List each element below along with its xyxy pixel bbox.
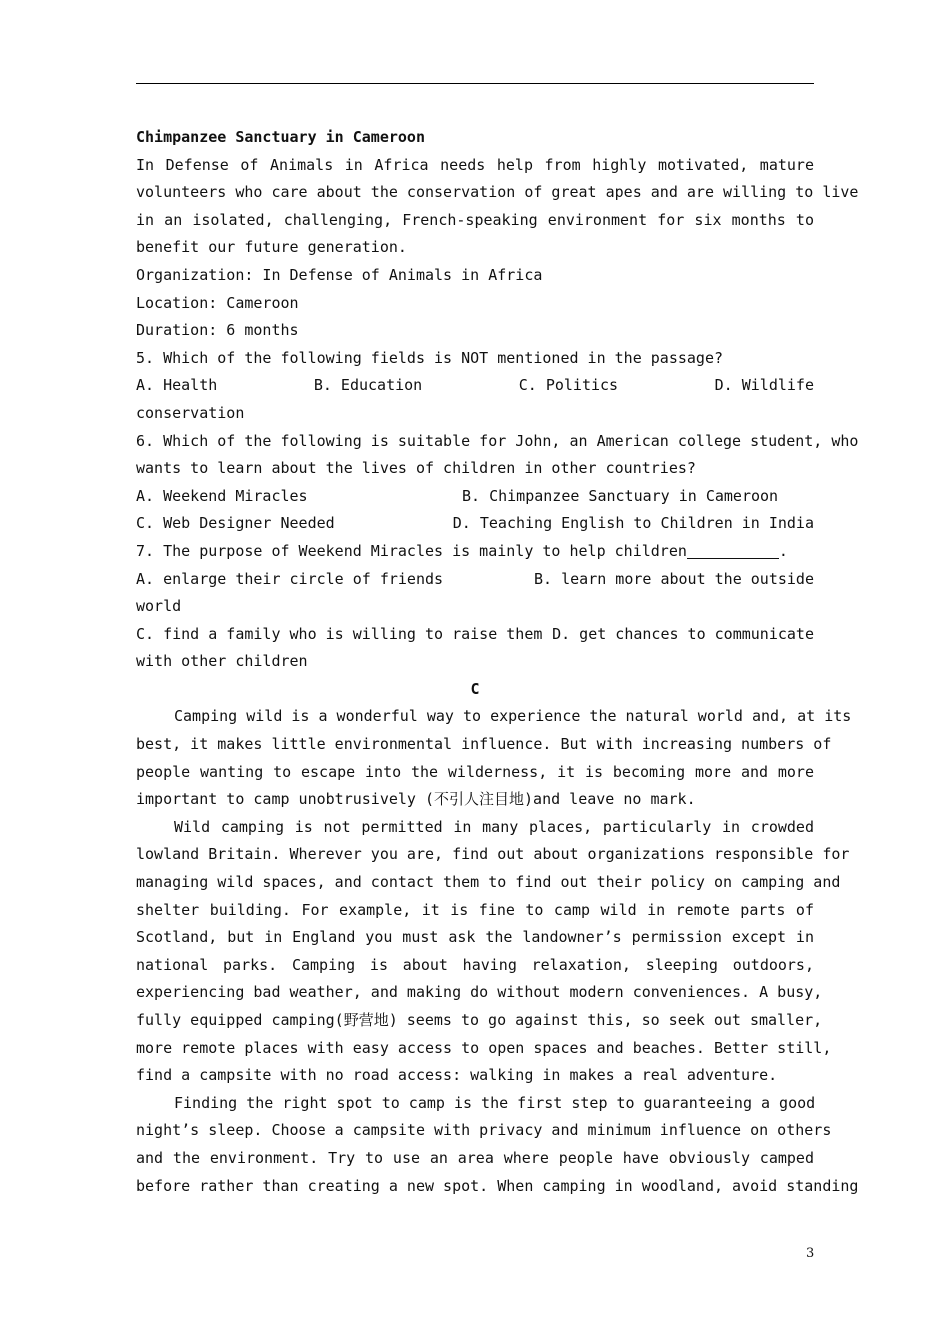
para-line: night’s sleep. Choose a campsite with privacy and minimum influence on others [136, 1121, 832, 1140]
para-line: Scotland, but in England you must ask the landowner’s permission except in [136, 928, 814, 947]
organization-line: Organization: In Defense of Animals in Africa [136, 265, 543, 284]
option-a: A. Health [136, 376, 218, 395]
question-6-options-ab [136, 483, 814, 511]
option-c: C. Politics [518, 376, 619, 395]
para-line: Camping wild is a wonderful way to experience the natural world and, at its [174, 707, 852, 726]
question-7-stem: 7. The purpose of Weekend Miracles is mainly to help children . [136, 541, 788, 560]
option-d: D. Wildlife [714, 376, 814, 395]
para-line: important to camp unobtrusively (不引人注目地)and leave no mark. [136, 790, 696, 809]
document-page [136, 124, 859, 1200]
option-b-continued: world [136, 597, 182, 616]
para-line: benefit our future generation. [136, 238, 407, 257]
para-line: find a campsite with no road access: walking in makes a real adventure. [136, 1066, 778, 1085]
location-line: Location: Cameroon [136, 293, 299, 312]
para-line: in an isolated, challenging, French-speaking environment for six months to [136, 210, 814, 229]
question-6-stem-cont: wants to learn about the lives of children in other countries? [136, 459, 696, 478]
para-line: Finding the right spot to camp is the first step to guaranteeing a good [174, 1093, 816, 1112]
para-line: experiencing bad weather, and making do without modern conveniences. A busy, [136, 983, 823, 1002]
question-6-stem: 6. Which of the following is suitable for John, an American college student, who [136, 431, 859, 450]
para-line: managing wild spaces, and contact them to find out their policy on camping and [136, 873, 841, 892]
option-c: C. find a family who is willing to raise them [136, 624, 543, 643]
option-b: B. Chimpanzee Sanctuary in Cameroon [462, 486, 779, 505]
section-heading: C [470, 679, 480, 698]
question-7-options-cd [136, 621, 814, 649]
para-line: before rather than creating a new spot. When camping in woodland, avoid standing [136, 1176, 859, 1195]
para-line: best, it makes little environmental influence. But with increasing numbers of [136, 735, 832, 754]
option-b: B. learn more about the outside [534, 569, 814, 588]
para-line: and the environment. Try to use an area where people have obviously camped [136, 1148, 814, 1167]
para-line: more remote places with easy access to open spaces and beaches. Better still, [136, 1038, 832, 1057]
para-line: Wild camping is not permitted in many places, particularly in crowded [174, 817, 814, 836]
question-5-stem: 5. Which of the following fields is NOT mentioned in the passage? [136, 348, 723, 367]
para-line: In Defense of Animals in Africa needs help from highly motivated, mature [136, 155, 814, 174]
question-6-options-cd [136, 510, 814, 538]
duration-line: Duration: 6 months [136, 321, 299, 340]
para-line: national parks. Camping is about having relaxation, sleeping outdoors, [136, 955, 814, 974]
para-line: fully equipped camping(野营地) seems to go against this, so seek out smaller, [136, 1011, 823, 1029]
para-line: people wanting to escape into the wilderness, it is becoming more and more [136, 762, 814, 781]
option-d-continued: conservation [136, 403, 245, 422]
option-d: D. Teaching English to Children in India [452, 514, 814, 533]
option-b: B. Education [313, 376, 423, 395]
option-d: D. get chances to communicate [552, 624, 814, 643]
option-c: C. Web Designer Needed [136, 514, 335, 533]
section-title: Chimpanzee Sanctuary in Cameroon [136, 128, 425, 146]
question-7-options-ab [136, 566, 814, 594]
answer-blank [687, 542, 779, 559]
para-line: shelter building. For example, it is fine to camp wild in remote parts of [136, 900, 814, 919]
header-rule [136, 83, 814, 84]
option-a: A. Weekend Miracles [136, 486, 308, 505]
question-5-options [136, 372, 814, 400]
option-a: A. enlarge their circle of friends [136, 569, 444, 588]
page-number: 3 [806, 1246, 815, 1261]
para-line: lowland Britain. Wherever you are, find out about organizations responsible for [136, 845, 850, 864]
para-line: volunteers who care about the conservation of great apes and are willing to live [136, 183, 859, 202]
option-d-continued: with other children [136, 652, 308, 671]
